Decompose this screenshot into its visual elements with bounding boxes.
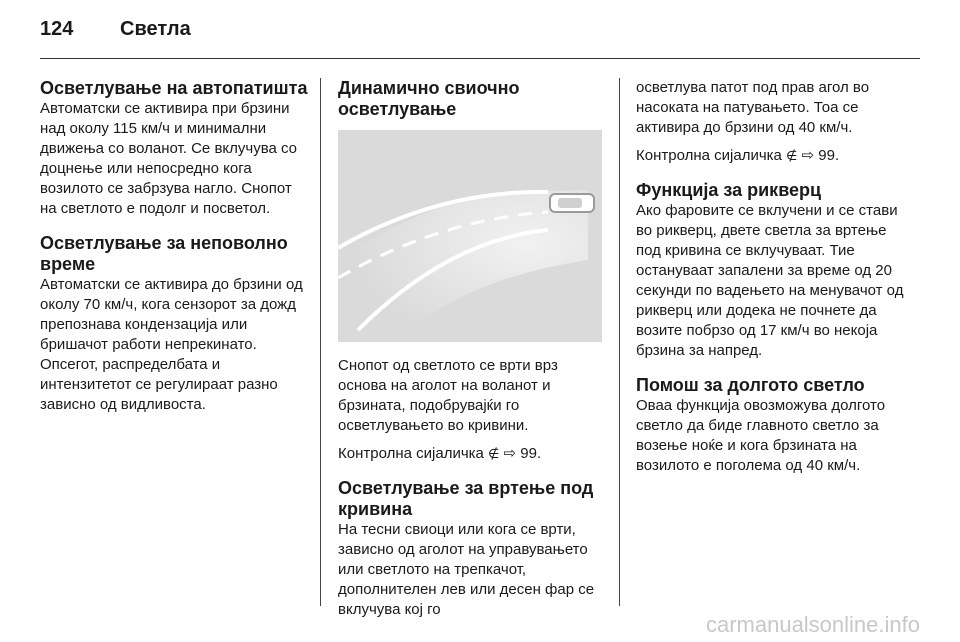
column-divider-1 <box>320 78 321 606</box>
section-text-turning-light: На тесни свиоци или кога се врти, зависно од аголот на управувањето или светлото на трепкачот, дополнителен лев или десен фар се вклучува кој го <box>338 521 595 618</box>
page-header <box>40 18 191 48</box>
figure-caption: Снопот од светлото се врти врз основа на аголот на воланот и брзината, подобрувајќи го осветлувањето во кривини. <box>338 357 558 434</box>
column-2 <box>338 78 604 620</box>
section-title-bad-weather-lighting: Осветлување за неповолно време <box>40 233 288 274</box>
cornering-light-illustration <box>338 130 602 342</box>
arrow-icon: ⇨ <box>801 147 815 164</box>
column-3 <box>636 78 904 476</box>
column-divider-2 <box>619 78 620 606</box>
section-text-reverse-function: Ако фаровите се вклучени и се стави во рикверц, двете светла за вртење под кривина се вклучуваат. Тие остануваат запалени за време од 20 секунди по вадењето на менувачот од рикверц или додека не почнете да возите побрзо од 17 км/ч во некоја брзина за напред. <box>636 202 904 359</box>
headlight-icon: ∉ <box>488 446 500 461</box>
section-title-reverse-function: Функција за рикверц <box>636 180 822 200</box>
watermark: carmanualsonline.info <box>705 612 920 637</box>
control-light-reference-2: Контролна сијаличка ∉ ⇨ 99. <box>636 147 840 164</box>
section-text-highway-lighting: Автоматски се активира при брзини над околу 115 км/ч и минимални движења со воланот. Се вклучува со доцнење или непосредно кога возилото се забрзува нагло. Снопот на светлото е подолг и посветол. <box>40 100 298 217</box>
header-rule <box>40 58 920 59</box>
section-title-dynamic-cornering: Динамично свиочно осветлување <box>338 78 520 119</box>
road-curve-graphic <box>338 130 602 342</box>
headlight-icon: ∉ <box>786 148 798 163</box>
continued-text: осветлува патот под прав агол во насоката на патувањето. Тоа се активира до брзини од 40 км/ч. <box>636 79 870 136</box>
section-text-bad-weather-lighting: Автоматски се активира до брзини од околу 70 км/ч, кога сензорот за дожд препознава кондензација или бришачот работи непрекинато. Опсегот, распределбата и интензитетот се регулираат разно зависно од видливоста. <box>40 276 303 413</box>
column-1 <box>40 78 310 415</box>
section-title-turning-light: Осветлување за вртење под кривина <box>338 478 594 519</box>
section-text-high-beam-assist: Оваа функција овозможува долгото светло да биде главното светло за возење ноќе и кога брзината на возилото е поголема од 40 км/ч. <box>636 397 886 474</box>
section-title-high-beam-assist: Помош за долгото светло <box>636 375 865 395</box>
arrow-icon: ⇨ <box>503 445 517 462</box>
section-title-highway-lighting: Осветлување на автопатишта <box>40 78 308 98</box>
page-number: 124 <box>40 18 74 40</box>
control-light-reference: Контролна сијаличка ∉ ⇨ 99. <box>338 445 542 462</box>
chapter-title: Светла <box>120 18 191 40</box>
